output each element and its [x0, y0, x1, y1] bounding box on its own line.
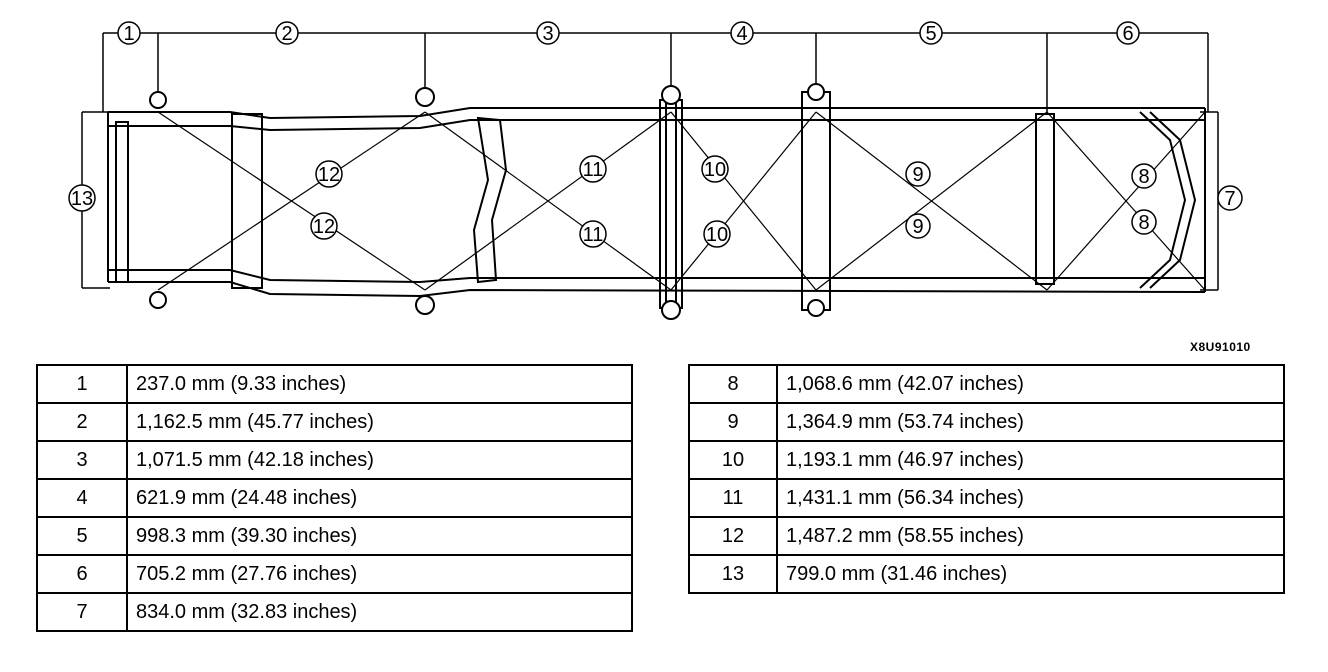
dimension-value: 237.0 mm (9.33 inches) — [127, 365, 632, 403]
svg-text:9: 9 — [912, 164, 924, 186]
table-row — [37, 593, 632, 631]
frame-rails — [108, 108, 1205, 296]
dimension-value: 834.0 mm (32.83 inches) — [127, 593, 632, 631]
dimension-number: 7 — [37, 593, 127, 631]
callout-12-lower — [311, 213, 337, 239]
dimension-number: 6 — [37, 555, 127, 593]
dimension-value: 705.2 mm (27.76 inches) — [127, 555, 632, 593]
callout-8-upper — [1132, 164, 1156, 188]
callout-11-lower — [580, 221, 606, 247]
dimension-value: 1,071.5 mm (42.18 inches) — [127, 441, 632, 479]
svg-text:12: 12 — [317, 164, 341, 186]
svg-text:8: 8 — [1138, 166, 1150, 188]
dimension-number: 13 — [689, 555, 777, 593]
callout-12-upper — [316, 161, 342, 187]
dimension-table-right — [688, 364, 1285, 594]
dimension-number: 10 — [689, 441, 777, 479]
svg-text:11: 11 — [582, 159, 604, 181]
dimension-value: 1,364.9 mm (53.74 inches) — [777, 403, 1284, 441]
svg-text:10: 10 — [705, 224, 729, 246]
svg-text:4: 4 — [736, 23, 748, 45]
dimension-number: 3 — [37, 441, 127, 479]
table-row — [689, 441, 1284, 479]
dimension-number: 2 — [37, 403, 127, 441]
callout-labels — [69, 22, 1242, 247]
callout-3 — [537, 22, 559, 45]
svg-text:8: 8 — [1138, 212, 1150, 234]
callout-10-lower — [704, 221, 730, 247]
table-row — [37, 365, 632, 403]
dimension-value: 799.0 mm (31.46 inches) — [777, 555, 1284, 593]
dimension-number: 12 — [689, 517, 777, 555]
dimension-table-left — [36, 364, 633, 632]
svg-text:6: 6 — [1122, 23, 1134, 45]
svg-text:13: 13 — [70, 188, 94, 210]
dimension-number: 11 — [689, 479, 777, 517]
table-row — [689, 517, 1284, 555]
table-row — [689, 479, 1284, 517]
callout-2 — [276, 22, 298, 45]
callout-7 — [1218, 186, 1242, 210]
table-row — [689, 403, 1284, 441]
callout-13 — [69, 185, 95, 211]
dimension-value: 1,487.2 mm (58.55 inches) — [777, 517, 1284, 555]
dimension-number: 5 — [37, 517, 127, 555]
dimension-number: 8 — [689, 365, 777, 403]
dimension-value: 1,068.6 mm (42.07 inches) — [777, 365, 1284, 403]
dimension-value: 1,193.1 mm (46.97 inches) — [777, 441, 1284, 479]
callout-11-upper — [580, 156, 606, 182]
table-row — [37, 555, 632, 593]
table-row — [37, 403, 632, 441]
callout-10-upper — [702, 156, 728, 182]
dimension-value: 1,162.5 mm (45.77 inches) — [127, 403, 632, 441]
svg-text:2: 2 — [281, 23, 293, 45]
svg-text:9: 9 — [912, 216, 924, 238]
callout-5 — [920, 22, 942, 45]
table-row — [37, 441, 632, 479]
svg-text:10: 10 — [703, 159, 727, 181]
dimension-number: 4 — [37, 479, 127, 517]
callout-8-lower — [1132, 210, 1156, 234]
table-row — [37, 479, 632, 517]
dimension-value: 1,431.1 mm (56.34 inches) — [777, 479, 1284, 517]
svg-text:5: 5 — [925, 23, 937, 45]
callout-1 — [118, 22, 140, 45]
svg-text:1: 1 — [123, 23, 135, 45]
top-dimension-lines — [103, 33, 1208, 112]
callout-4 — [731, 22, 753, 45]
svg-text:3: 3 — [542, 23, 554, 45]
side-dimension-lines — [82, 112, 1218, 290]
callout-9-lower — [906, 214, 930, 238]
svg-text:7: 7 — [1224, 188, 1236, 210]
callout-6 — [1117, 22, 1139, 45]
table-row — [37, 517, 632, 555]
svg-text:12: 12 — [312, 216, 336, 238]
dimension-number: 1 — [37, 365, 127, 403]
svg-text:11: 11 — [582, 224, 604, 246]
dimension-number: 9 — [689, 403, 777, 441]
dimension-value: 998.3 mm (39.30 inches) — [127, 517, 632, 555]
figure-id: X8U91010 — [1190, 340, 1251, 354]
table-row — [689, 555, 1284, 593]
dimension-value: 621.9 mm (24.48 inches) — [127, 479, 632, 517]
table-row — [689, 365, 1284, 403]
callout-9-upper — [906, 162, 930, 186]
